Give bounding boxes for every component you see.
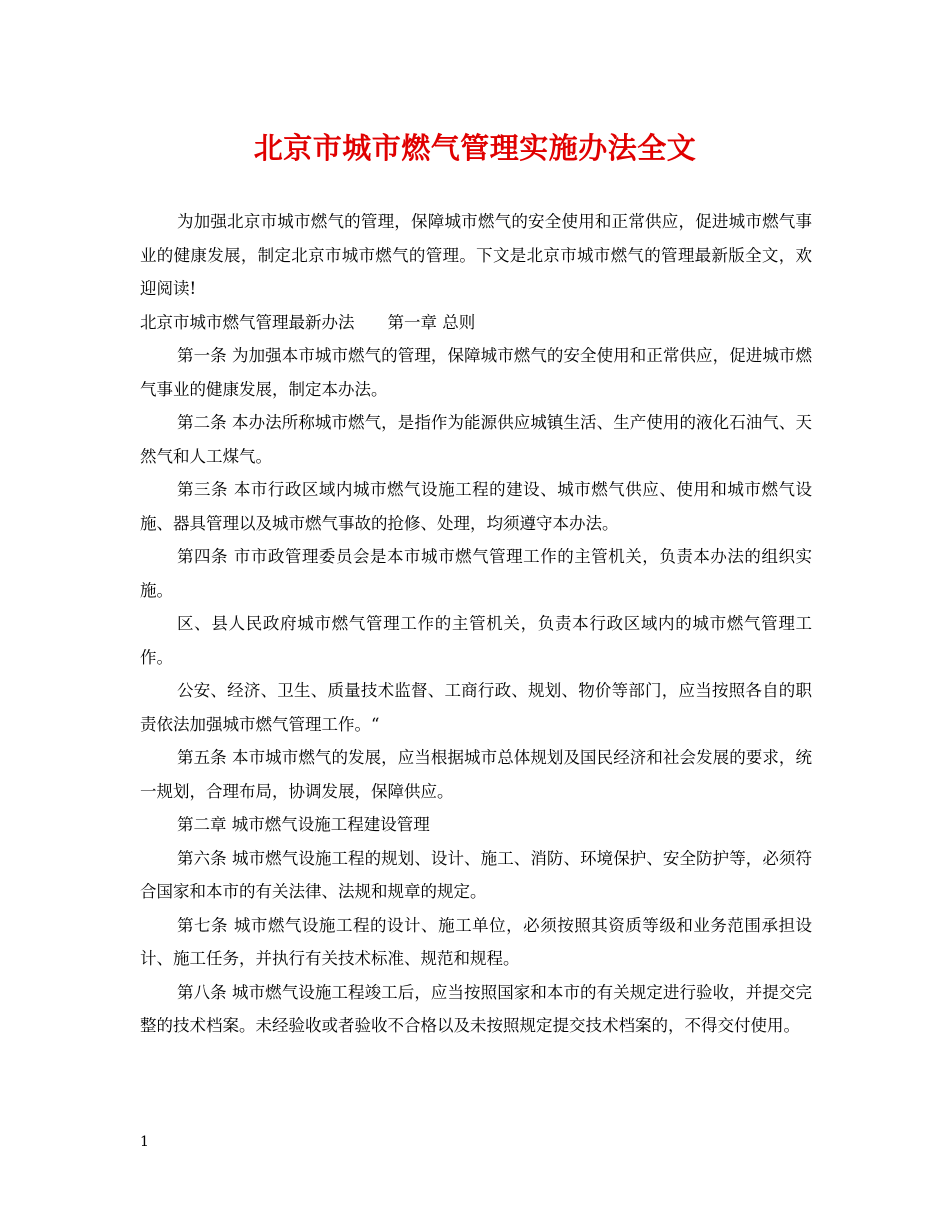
paragraph: 第二条 本办法所称城市燃气，是指作为能源供应城镇生活、生产使用的液化石油气、天然气和人工煤气。 bbox=[140, 413, 812, 466]
paragraph: 第七条 城市燃气设施工程的设计、施工单位，必须按照其资质等级和业务范围承担设计、施工任务，并执行有关技术标准、规范和规程。 bbox=[140, 915, 812, 968]
paragraph: 公安、经济、卫生、质量技术监督、工商行政、规划、物价等部门，应当按照各自的职责依法加强城市燃气管理工作。“ bbox=[140, 681, 812, 734]
paragraph: 区、县人民政府城市燃气管理工作的主管机关，负责本行政区域内的城市燃气管理工作。 bbox=[140, 614, 812, 667]
paragraph: 第三条 本市行政区域内城市燃气设施工程的建设、城市燃气供应、使用和城市燃气设施、器具管理以及城市燃气事故的抢修、处理，均须遵守本办法。 bbox=[140, 480, 812, 533]
paragraph: 北京市城市燃气管理最新办法 第一章 总则 bbox=[140, 312, 476, 332]
paragraph: 第一条 为加强本市城市燃气的管理，保障城市燃气的安全使用和正常供应，促进城市燃气事业的健康发展，制定本办法。 bbox=[140, 346, 812, 399]
document-title: 北京市城市燃气管理实施办法全文 bbox=[253, 131, 697, 165]
paragraph: 第六条 城市燃气设施工程的规划、设计、施工、消防、环境保护、安全防护等，必须符合国家和本市的有关法律、法规和规章的规定。 bbox=[140, 848, 812, 901]
chapter-heading: 第二章 城市燃气设施工程建设管理 bbox=[177, 815, 430, 834]
page-number: 1 bbox=[140, 1134, 149, 1150]
document-body bbox=[140, 205, 812, 1043]
paragraph: 第四条 市市政管理委员会是本市城市燃气管理工作的主管机关，负责本办法的组织实施。 bbox=[140, 547, 812, 600]
paragraph: 第八条 城市燃气设施工程竣工后，应当按照国家和本市的有关规定进行验收，并提交完整的技术档案。未经验收或者验收不合格以及未按照规定提交技术档案的，不得交付使用。 bbox=[140, 982, 812, 1035]
paragraph: 为加强北京市城市燃气的管理，保障城市燃气的安全使用和正常供应，促进城市燃气事业的健康发展，制定北京市城市燃气的管理。下文是北京市城市燃气的管理最新版全文，欢迎阅读! bbox=[140, 212, 812, 298]
paragraph: 第五条 本市城市燃气的发展，应当根据城市总体规划及国民经济和社会发展的要求，统一规划，合理布局，协调发展，保障供应。 bbox=[140, 748, 812, 801]
